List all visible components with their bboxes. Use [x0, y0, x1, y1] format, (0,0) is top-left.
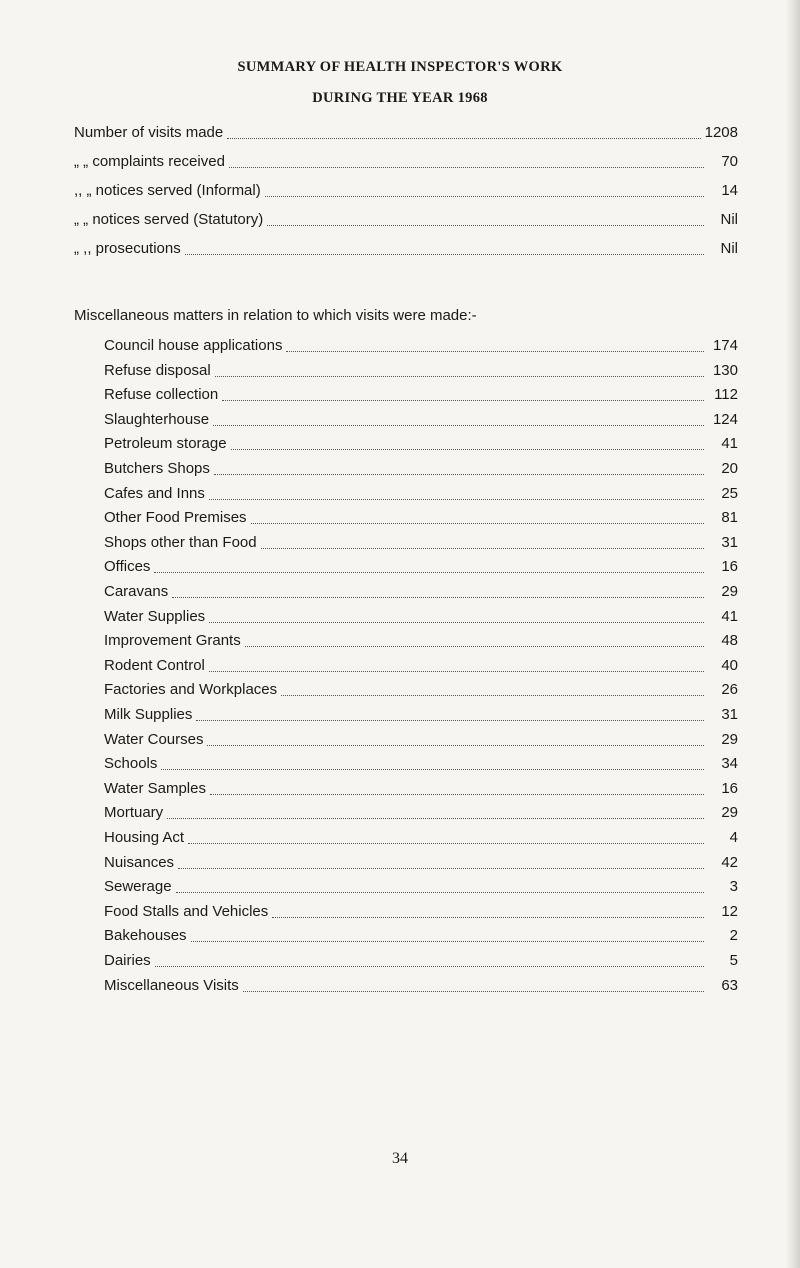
list-item	[104, 853, 738, 873]
row-value: 1208	[704, 124, 738, 141]
leader-dots	[243, 990, 704, 992]
item-label: Slaughterhouse	[104, 410, 210, 428]
leader-dots	[251, 522, 704, 524]
leader-dots	[209, 670, 704, 672]
leader-dots	[167, 817, 704, 819]
item-count: 112	[714, 386, 738, 404]
item-count: 130	[712, 361, 738, 379]
item-count: 40	[721, 656, 738, 674]
row-label: complaints received	[92, 153, 225, 170]
item-count: 3	[729, 878, 738, 896]
item-label: Butchers Shops	[104, 460, 210, 477]
item-label: Schools	[104, 755, 158, 773]
ditto-marks: ,, „	[74, 182, 92, 199]
item-count: 5	[729, 952, 738, 969]
document-title: SUMMARY OF HEALTH INSPECTOR'S WORK	[237, 59, 563, 75]
list-item	[104, 976, 738, 996]
item-count: 20	[721, 460, 738, 477]
leader-dots	[281, 694, 704, 696]
list-item	[104, 434, 738, 454]
item-label: Food Stalls and Vehicles	[104, 902, 269, 920]
list-item	[104, 877, 738, 897]
summary-row	[74, 123, 738, 143]
leader-dots	[245, 645, 704, 647]
item-label: Petroleum storage	[104, 435, 227, 453]
item-label: Dairies	[104, 952, 151, 969]
item-label: Council house applications	[104, 337, 283, 354]
list-item	[104, 803, 738, 823]
leader-dots	[286, 350, 704, 352]
leader-dots	[154, 571, 704, 573]
leader-dots	[222, 399, 704, 401]
item-count: 16	[721, 779, 738, 797]
list-item	[104, 410, 738, 430]
item-count: 63	[721, 976, 738, 994]
leader-dots	[229, 166, 704, 168]
leader-dots	[272, 916, 704, 918]
leader-dots	[209, 498, 704, 500]
ditto-marks: „ „	[74, 211, 89, 228]
list-item	[104, 459, 738, 479]
list-item	[104, 828, 738, 848]
list-item	[104, 926, 738, 946]
list-item	[104, 705, 738, 725]
list-item	[104, 754, 738, 774]
item-count: 31	[721, 706, 738, 723]
item-count: 41	[721, 607, 738, 625]
leader-dots	[210, 793, 704, 795]
item-count: 34	[721, 755, 738, 773]
list-item	[104, 902, 738, 922]
row-value: Nil	[720, 211, 738, 228]
ditto-marks: „ „	[74, 153, 89, 170]
leader-dots	[265, 195, 704, 197]
item-count: 29	[721, 804, 738, 822]
list-item	[104, 361, 738, 381]
item-label: Bakehouses	[104, 927, 187, 945]
item-count: 31	[721, 533, 738, 551]
summary-row	[74, 239, 738, 259]
item-count: 124	[712, 410, 738, 428]
item-label: Refuse disposal	[104, 361, 211, 379]
item-count: 26	[721, 681, 738, 699]
item-label: Sewerage	[104, 878, 172, 896]
leader-dots	[267, 224, 704, 226]
item-label: Water Courses	[104, 730, 204, 748]
item-count: 25	[721, 484, 738, 502]
leader-dots	[213, 424, 704, 426]
section-heading: Miscellaneous matters in relation to which visits were made:-	[74, 307, 477, 324]
list-item	[104, 779, 738, 799]
leader-dots	[214, 473, 704, 475]
item-count: 12	[721, 902, 738, 920]
item-label: Rodent Control	[104, 656, 205, 674]
list-item	[104, 484, 738, 504]
item-count: 174	[712, 337, 738, 354]
leader-dots	[178, 867, 704, 869]
row-label: Number of visits made	[74, 124, 224, 141]
list-item	[104, 631, 738, 651]
document-subtitle: DURING THE YEAR 1968	[312, 90, 488, 106]
list-item	[104, 951, 738, 971]
row-label: prosecutions	[95, 240, 181, 257]
item-label: Other Food Premises	[104, 509, 247, 527]
page-number: 34	[392, 1150, 408, 1167]
item-count: 2	[729, 927, 738, 945]
row-value: Nil	[720, 240, 738, 257]
list-item	[104, 607, 738, 627]
row-value: 14	[721, 182, 738, 199]
item-label: Miscellaneous Visits	[104, 976, 239, 994]
item-label: Caravans	[104, 583, 169, 600]
item-label: Factories and Workplaces	[104, 681, 278, 699]
item-count: 48	[721, 632, 738, 650]
item-label: Housing Act	[104, 829, 185, 846]
leader-dots	[191, 940, 704, 942]
item-count: 29	[721, 730, 738, 748]
row-value: 70	[721, 153, 738, 170]
item-label: Milk Supplies	[104, 706, 193, 723]
item-count: 41	[721, 435, 738, 453]
list-item	[104, 730, 738, 750]
list-item	[104, 582, 738, 602]
ditto-marks: „ ,,	[74, 240, 92, 257]
item-count: 42	[721, 853, 738, 871]
leader-dots	[209, 621, 704, 623]
row-label: notices served (Statutory)	[92, 211, 264, 228]
leader-dots	[161, 768, 704, 770]
item-count: 4	[729, 829, 738, 846]
item-label: Offices	[104, 558, 151, 576]
leader-dots	[261, 547, 704, 549]
list-item	[104, 508, 738, 528]
leader-dots	[227, 137, 700, 139]
leader-dots	[185, 253, 704, 255]
item-label: Refuse collection	[104, 386, 219, 404]
item-label: Shops other than Food	[104, 533, 257, 551]
summary-row	[74, 152, 738, 172]
item-count: 81	[721, 509, 738, 527]
row-label: notices served (Informal)	[95, 182, 261, 199]
list-item	[104, 680, 738, 700]
title-block	[0, 58, 800, 108]
page-edge-shadow	[786, 0, 800, 1268]
item-label: Water Samples	[104, 779, 206, 797]
list-item	[104, 385, 738, 405]
item-label: Mortuary	[104, 804, 164, 822]
item-count: 16	[721, 558, 738, 576]
item-label: Nuisances	[104, 853, 175, 871]
summary-row	[74, 181, 738, 201]
leader-dots	[231, 448, 704, 450]
leader-dots	[196, 719, 704, 721]
leader-dots	[188, 842, 704, 844]
list-item	[104, 656, 738, 676]
leader-dots	[215, 375, 704, 377]
item-count: 29	[721, 583, 738, 600]
item-label: Improvement Grants	[104, 632, 241, 650]
item-label: Cafes and Inns	[104, 484, 205, 502]
leader-dots	[207, 744, 704, 746]
item-label: Water Supplies	[104, 607, 206, 625]
leader-dots	[176, 891, 704, 893]
leader-dots	[172, 596, 704, 598]
leader-dots	[155, 965, 704, 967]
list-item	[104, 336, 738, 356]
summary-row	[74, 210, 738, 230]
list-item	[104, 557, 738, 577]
list-item	[104, 533, 738, 553]
